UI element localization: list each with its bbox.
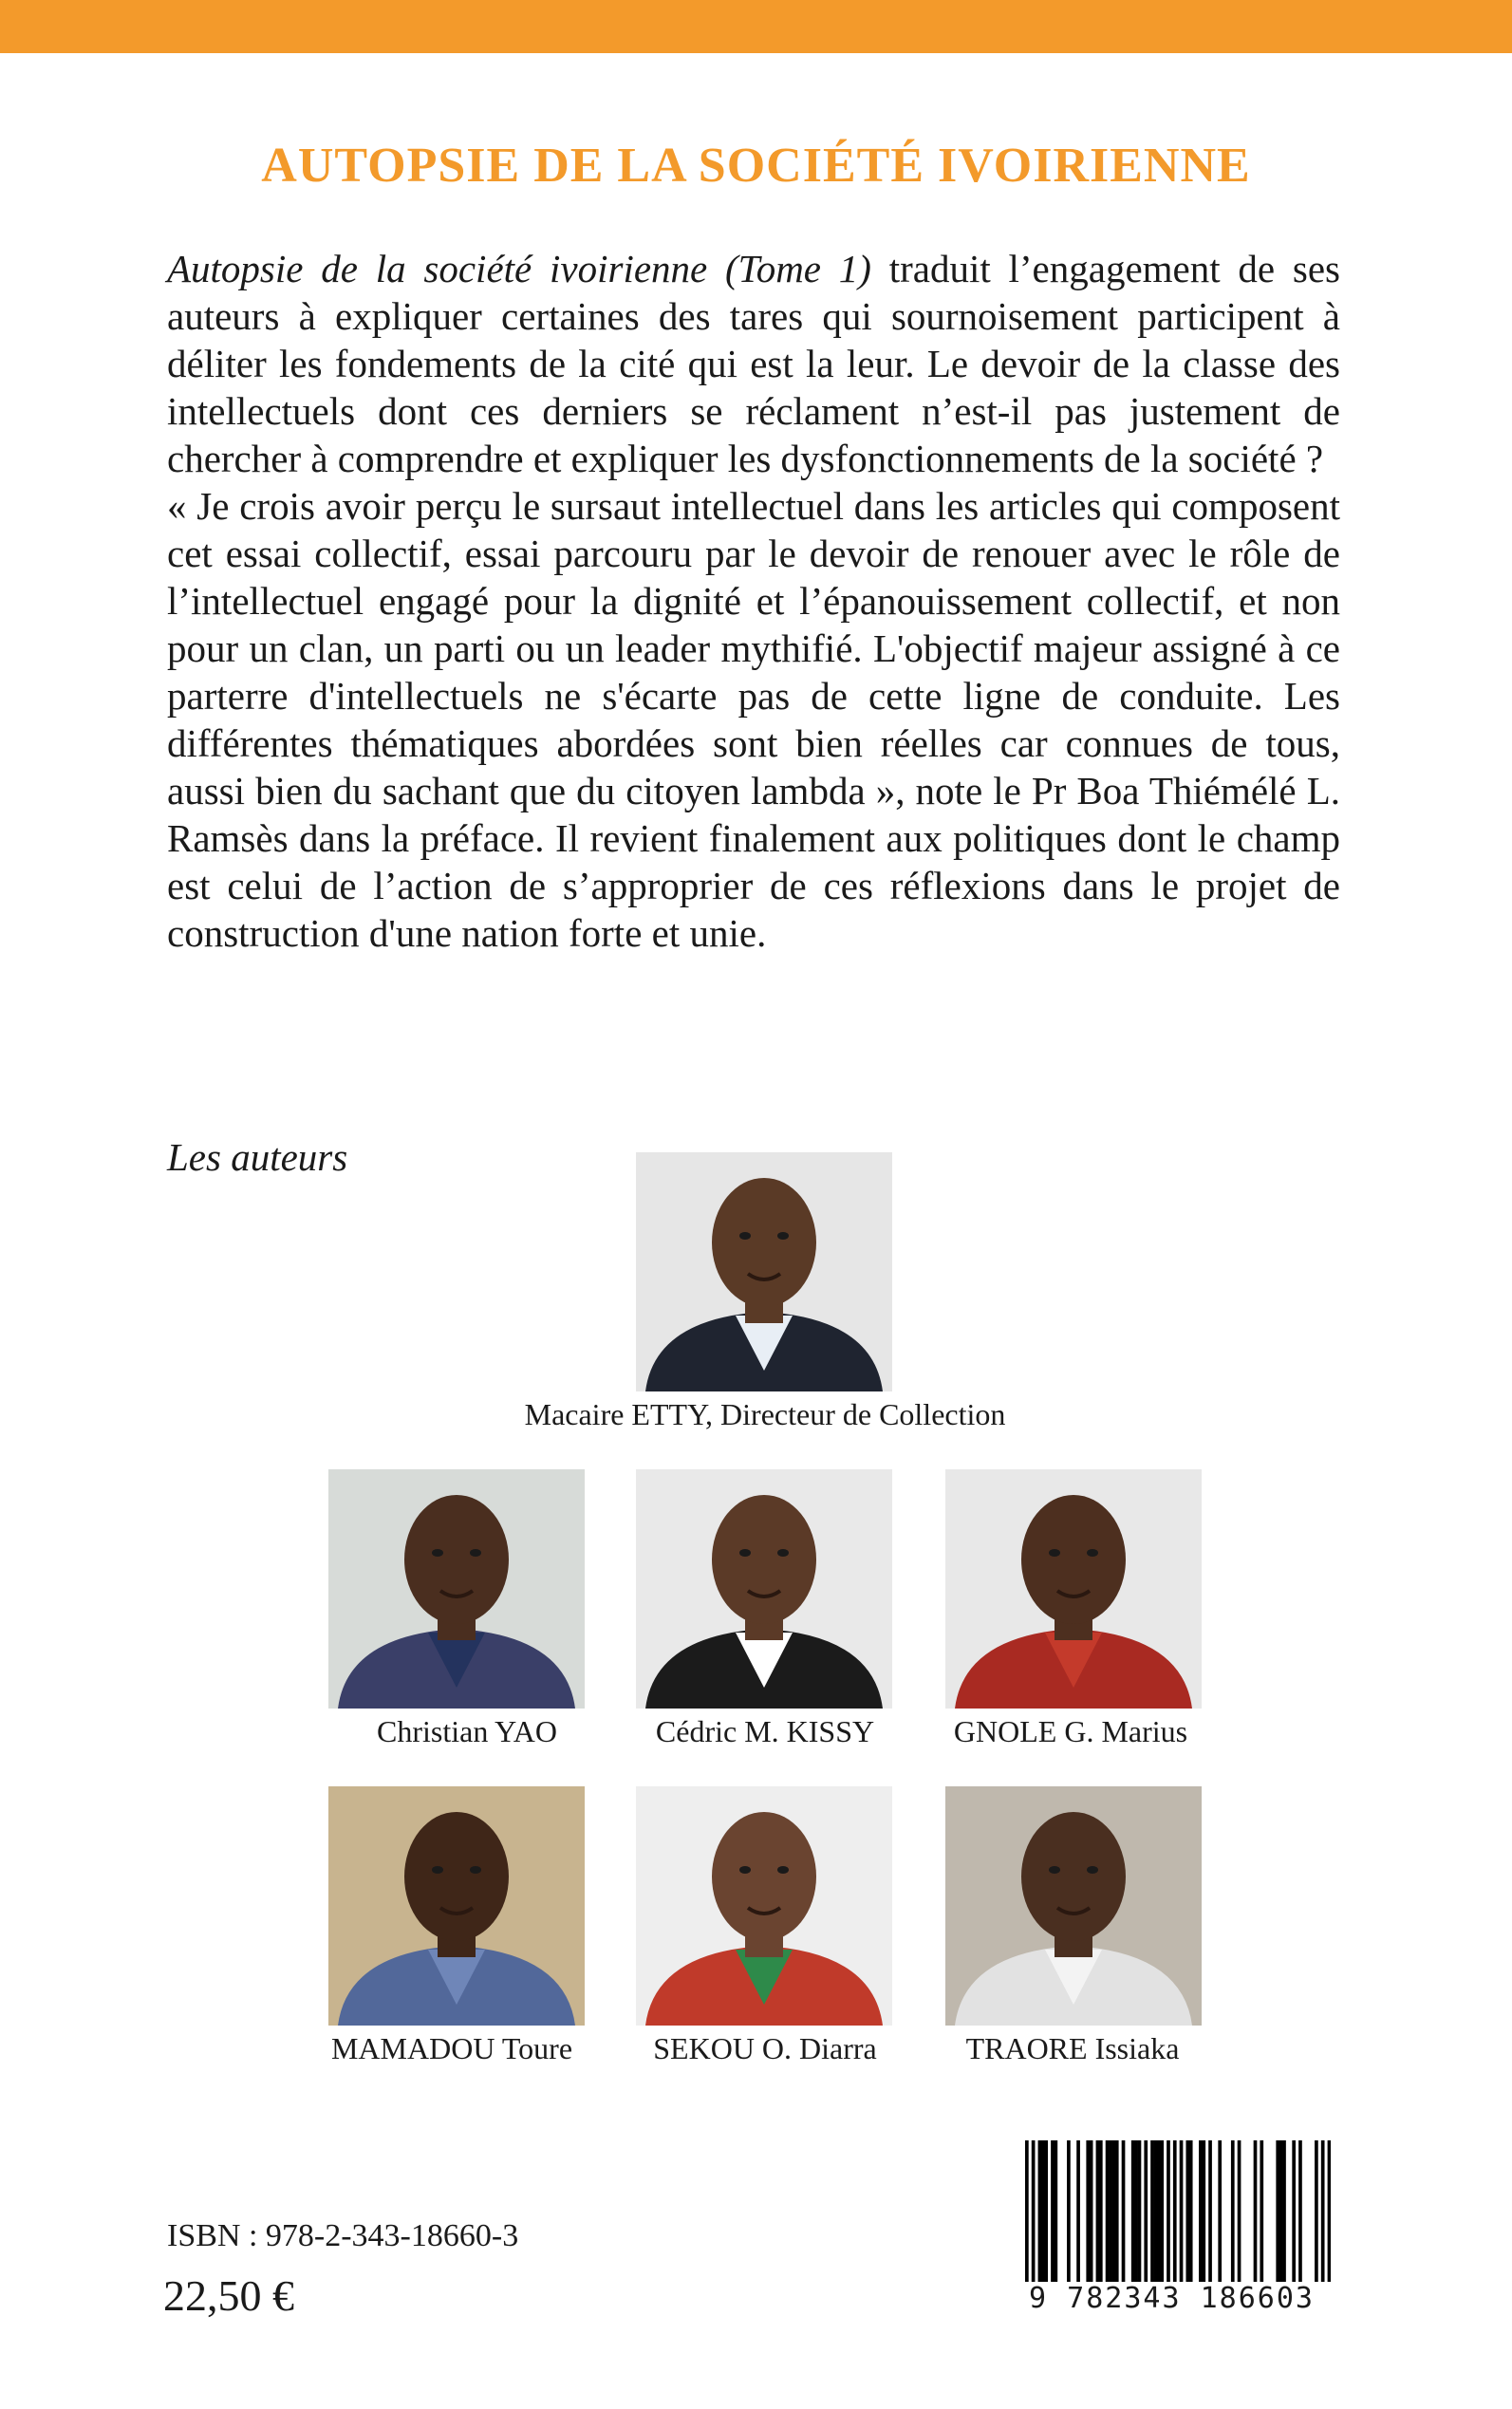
portrait-illustration xyxy=(636,1786,892,2026)
portrait-eye-left xyxy=(739,1866,751,1874)
barcode-bar xyxy=(1321,2140,1325,2302)
portrait-head xyxy=(1021,1812,1126,1941)
barcode-bar xyxy=(1202,2140,1205,2283)
barcode-bar xyxy=(1025,2140,1029,2302)
author-caption-cedric-kissy: Cédric M. KISSY xyxy=(655,1714,875,1748)
portrait-eye-left xyxy=(432,1549,443,1557)
barcode-bar xyxy=(1144,2140,1148,2283)
barcode-bar xyxy=(1096,2140,1100,2283)
portrait-eye-left xyxy=(739,1549,751,1557)
portrait-head xyxy=(1021,1495,1126,1624)
portrait-eye-left xyxy=(1049,1549,1060,1557)
portrait-eye-right xyxy=(1087,1866,1098,1874)
author-photo-traore-issiaka xyxy=(945,1786,1202,2026)
barcode-bar xyxy=(1238,2140,1241,2283)
portrait-eye-right xyxy=(470,1866,481,1874)
barcode-bar xyxy=(1282,2140,1286,2283)
portrait-eye-right xyxy=(1087,1549,1098,1557)
barcode-bar xyxy=(1173,2140,1177,2302)
barcode-bar xyxy=(1076,2140,1080,2283)
barcode-bar xyxy=(1160,2140,1164,2283)
author-caption-gnole-marius: GNOLE G. Marius xyxy=(953,1714,1188,1748)
isbn-number: ISBN : 978-2-343-18660-3 xyxy=(167,2218,519,2253)
portrait-illustration xyxy=(945,1786,1202,2026)
barcode-bar xyxy=(1279,2140,1283,2283)
barcode-bar xyxy=(1292,2140,1296,2283)
barcode-bar xyxy=(1131,2140,1135,2283)
barcode-bar xyxy=(1041,2140,1045,2283)
portrait-head xyxy=(712,1178,816,1307)
barcode-bar xyxy=(1115,2140,1119,2283)
barcode-digits: 9 782343 186603 xyxy=(1008,2282,1335,2315)
barcode-bar xyxy=(1315,2140,1318,2283)
author-caption-christian-yao: Christian YAO xyxy=(377,1714,557,1748)
author-photo-macaire-etty xyxy=(636,1152,892,1391)
portrait-head xyxy=(712,1495,816,1624)
barcode-bar xyxy=(1099,2140,1103,2283)
author-photo-christian-yao xyxy=(328,1469,585,1709)
blurb-paragraph-1-text: traduit l’engagement de ses auteurs à expliquer certaines des tares qui sournoisement participent à déliter les fondements de la cité qui est la leur. Le devoir de la classe des intellectuels dont ces derniers se réclament n’est-il pas justement de chercher à comprendre et expliquer les dysfonctionnements de la société ? xyxy=(167,247,1340,480)
blurb-paragraph-1 xyxy=(167,245,1340,482)
portrait-eye-left xyxy=(739,1232,751,1240)
barcode-bar xyxy=(1150,2140,1154,2283)
barcode-bar xyxy=(1055,2140,1058,2283)
portrait-head xyxy=(712,1812,816,1941)
barcode-bar xyxy=(1231,2140,1235,2283)
book-title: AUTOPSIE DE LA SOCIÉTÉ IVOIRIENNE xyxy=(261,139,1251,193)
barcode-bar xyxy=(1044,2140,1048,2283)
portrait-illustration xyxy=(636,1469,892,1709)
barcode-bar xyxy=(1157,2140,1161,2283)
book-title-italic: Autopsie de la société ivoirienne (Tome 1) xyxy=(167,247,871,290)
portrait-eye-right xyxy=(777,1866,789,1874)
barcode-bar xyxy=(1298,2140,1302,2283)
barcode-bar xyxy=(1090,2140,1093,2283)
barcode-bar xyxy=(1208,2140,1212,2283)
portrait-illustration xyxy=(328,1469,585,1709)
portrait-eye-left xyxy=(432,1866,443,1874)
barcode-bar xyxy=(1122,2140,1126,2283)
portrait-illustration xyxy=(636,1152,892,1391)
barcode-bars xyxy=(1025,2140,1331,2302)
author-photo-cedric-kissy xyxy=(636,1469,892,1709)
barcode-bar xyxy=(1276,2140,1279,2283)
barcode-bar xyxy=(1038,2140,1042,2283)
barcode-bar xyxy=(1106,2140,1110,2283)
blurb-paragraph-2: « Je crois avoir perçu le sursaut intellectuel dans les articles qui composent cet essai collectif, essai parcouru par le devoir de renouer avec le rôle de l’intellectuel engagé pour la dignité et l’épanouissement collectif, et non pour un clan, un parti ou un leader mythifié. L'objectif majeur assigné à ce parterre d'intellectuels ne s'écarte pas de cette ligne de conduite. Les différentes thématiques abordées sont bien réelles car connues de tous, aussi bien du sachant que du citoyen lambda », note le Pr Boa Thiémélé L. Ramsès dans la préface. Il revient finalement aux politiques dont le champ est celui de l’action de s’approprier de ces réflexions dans le projet de construction d'une nation forte et unie. xyxy=(167,484,1340,955)
price: 22,50 € xyxy=(163,2271,294,2320)
barcode-bar xyxy=(1260,2140,1263,2283)
barcode-bar xyxy=(1138,2140,1142,2283)
barcode-bar xyxy=(1067,2140,1071,2283)
barcode-bar xyxy=(1218,2140,1222,2283)
author-caption-sekou-diarra: SEKOU O. Diarra xyxy=(653,2031,877,2065)
barcode-bar xyxy=(1154,2140,1158,2283)
portrait-illustration xyxy=(328,1786,585,2026)
author-caption-traore-issiaka: TRAORE Issiaka xyxy=(965,2031,1180,2065)
author-caption-macaire-etty: Macaire ETTY, Directeur de Collection xyxy=(524,1397,1006,1431)
portrait-head xyxy=(404,1812,509,1941)
barcode-bar xyxy=(1328,2140,1331,2302)
barcode-bar xyxy=(1134,2140,1138,2283)
barcode-bar xyxy=(1180,2140,1184,2302)
portrait-eye-right xyxy=(777,1549,789,1557)
portrait-eye-left xyxy=(1049,1866,1060,1874)
authors-heading: Les auteurs xyxy=(167,1135,348,1179)
barcode-bar xyxy=(1112,2140,1116,2283)
barcode-bar xyxy=(1254,2140,1258,2283)
portrait-eye-right xyxy=(470,1549,481,1557)
author-photo-gnole-marius xyxy=(945,1469,1202,1709)
barcode-bar xyxy=(1109,2140,1112,2283)
barcode-bar xyxy=(1189,2140,1193,2283)
barcode-bar xyxy=(1199,2140,1203,2283)
author-caption-mamadou-toure: MAMADOU Toure xyxy=(330,2031,573,2065)
portrait-illustration xyxy=(945,1469,1202,1709)
portrait-eye-right xyxy=(777,1232,789,1240)
author-photo-mamadou-toure xyxy=(328,1786,585,2026)
portrait-head xyxy=(404,1495,509,1624)
top-color-band xyxy=(0,0,1512,53)
barcode xyxy=(1025,2140,1331,2359)
barcode-bar xyxy=(1086,2140,1090,2283)
barcode-bar xyxy=(1051,2140,1055,2283)
barcode-bar xyxy=(1032,2140,1036,2302)
author-photo-sekou-diarra xyxy=(636,1786,892,2026)
barcode-bar xyxy=(1167,2140,1170,2283)
back-cover-blurb xyxy=(167,245,1340,957)
barcode-bar xyxy=(1185,2140,1189,2283)
